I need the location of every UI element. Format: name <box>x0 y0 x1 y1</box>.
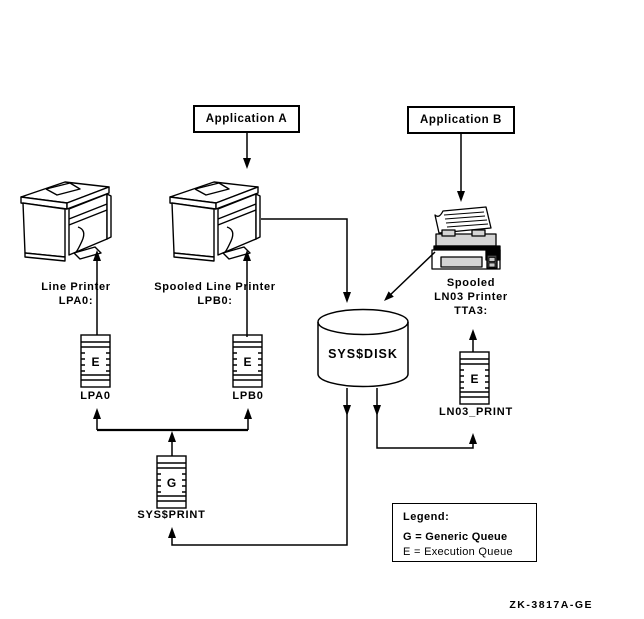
line-printer-label-line1: Line Printer <box>41 281 111 293</box>
queue-symbol: G <box>166 476 177 490</box>
ln03-printer-label <box>415 276 527 318</box>
disk-cylinder-icon <box>316 308 410 389</box>
application-b-box <box>407 106 515 134</box>
queue-symbol: E <box>243 355 252 369</box>
ln03-printer-icon <box>430 203 504 271</box>
legend-box <box>392 503 537 562</box>
queue-label-lpa0: LPA0 <box>80 390 111 402</box>
ln03-printer-label-line1: Spooled <box>446 277 496 289</box>
application-a-label: Application A <box>205 113 288 125</box>
queue-icon-lpa0 <box>80 334 111 388</box>
queue-icon-ln03-print <box>459 351 490 405</box>
line-printer-icon <box>16 170 114 264</box>
spooled-line-printer-label-line2: LPB0: <box>197 295 233 307</box>
legend-entry-execution: E = Execution Queue <box>403 546 513 558</box>
line-printer-label-line2: LPA0: <box>58 295 94 307</box>
disk-label: SYS$DISK <box>328 347 398 361</box>
ln03-printer-label-line2: LN03 Printer <box>434 291 508 303</box>
line-printer-label <box>14 280 138 308</box>
application-a-box <box>193 105 300 133</box>
legend-entry-generic: G = Generic Queue <box>403 531 508 543</box>
spooled-line-printer-label <box>150 280 280 308</box>
figure-code: ZK-3817A-GE <box>509 599 593 611</box>
spooled-line-printer-label-line1: Spooled Line Printer <box>154 281 276 293</box>
application-b-label: Application B <box>420 114 502 126</box>
ln03-printer-label-line3: TTA3: <box>454 305 488 317</box>
queue-icon-sysprint <box>156 455 187 509</box>
queue-label-ln03-print: LN03_PRINT <box>438 406 514 418</box>
spooled-line-printer-icon <box>165 170 263 264</box>
queue-label-lpb0: LPB0 <box>232 390 264 402</box>
queue-symbol: E <box>91 355 100 369</box>
legend-title: Legend: <box>403 511 450 523</box>
queue-label-sysprint: SYS$PRINT <box>137 509 206 521</box>
queue-symbol: E <box>470 372 479 386</box>
queue-icon-lpb0 <box>232 334 263 388</box>
